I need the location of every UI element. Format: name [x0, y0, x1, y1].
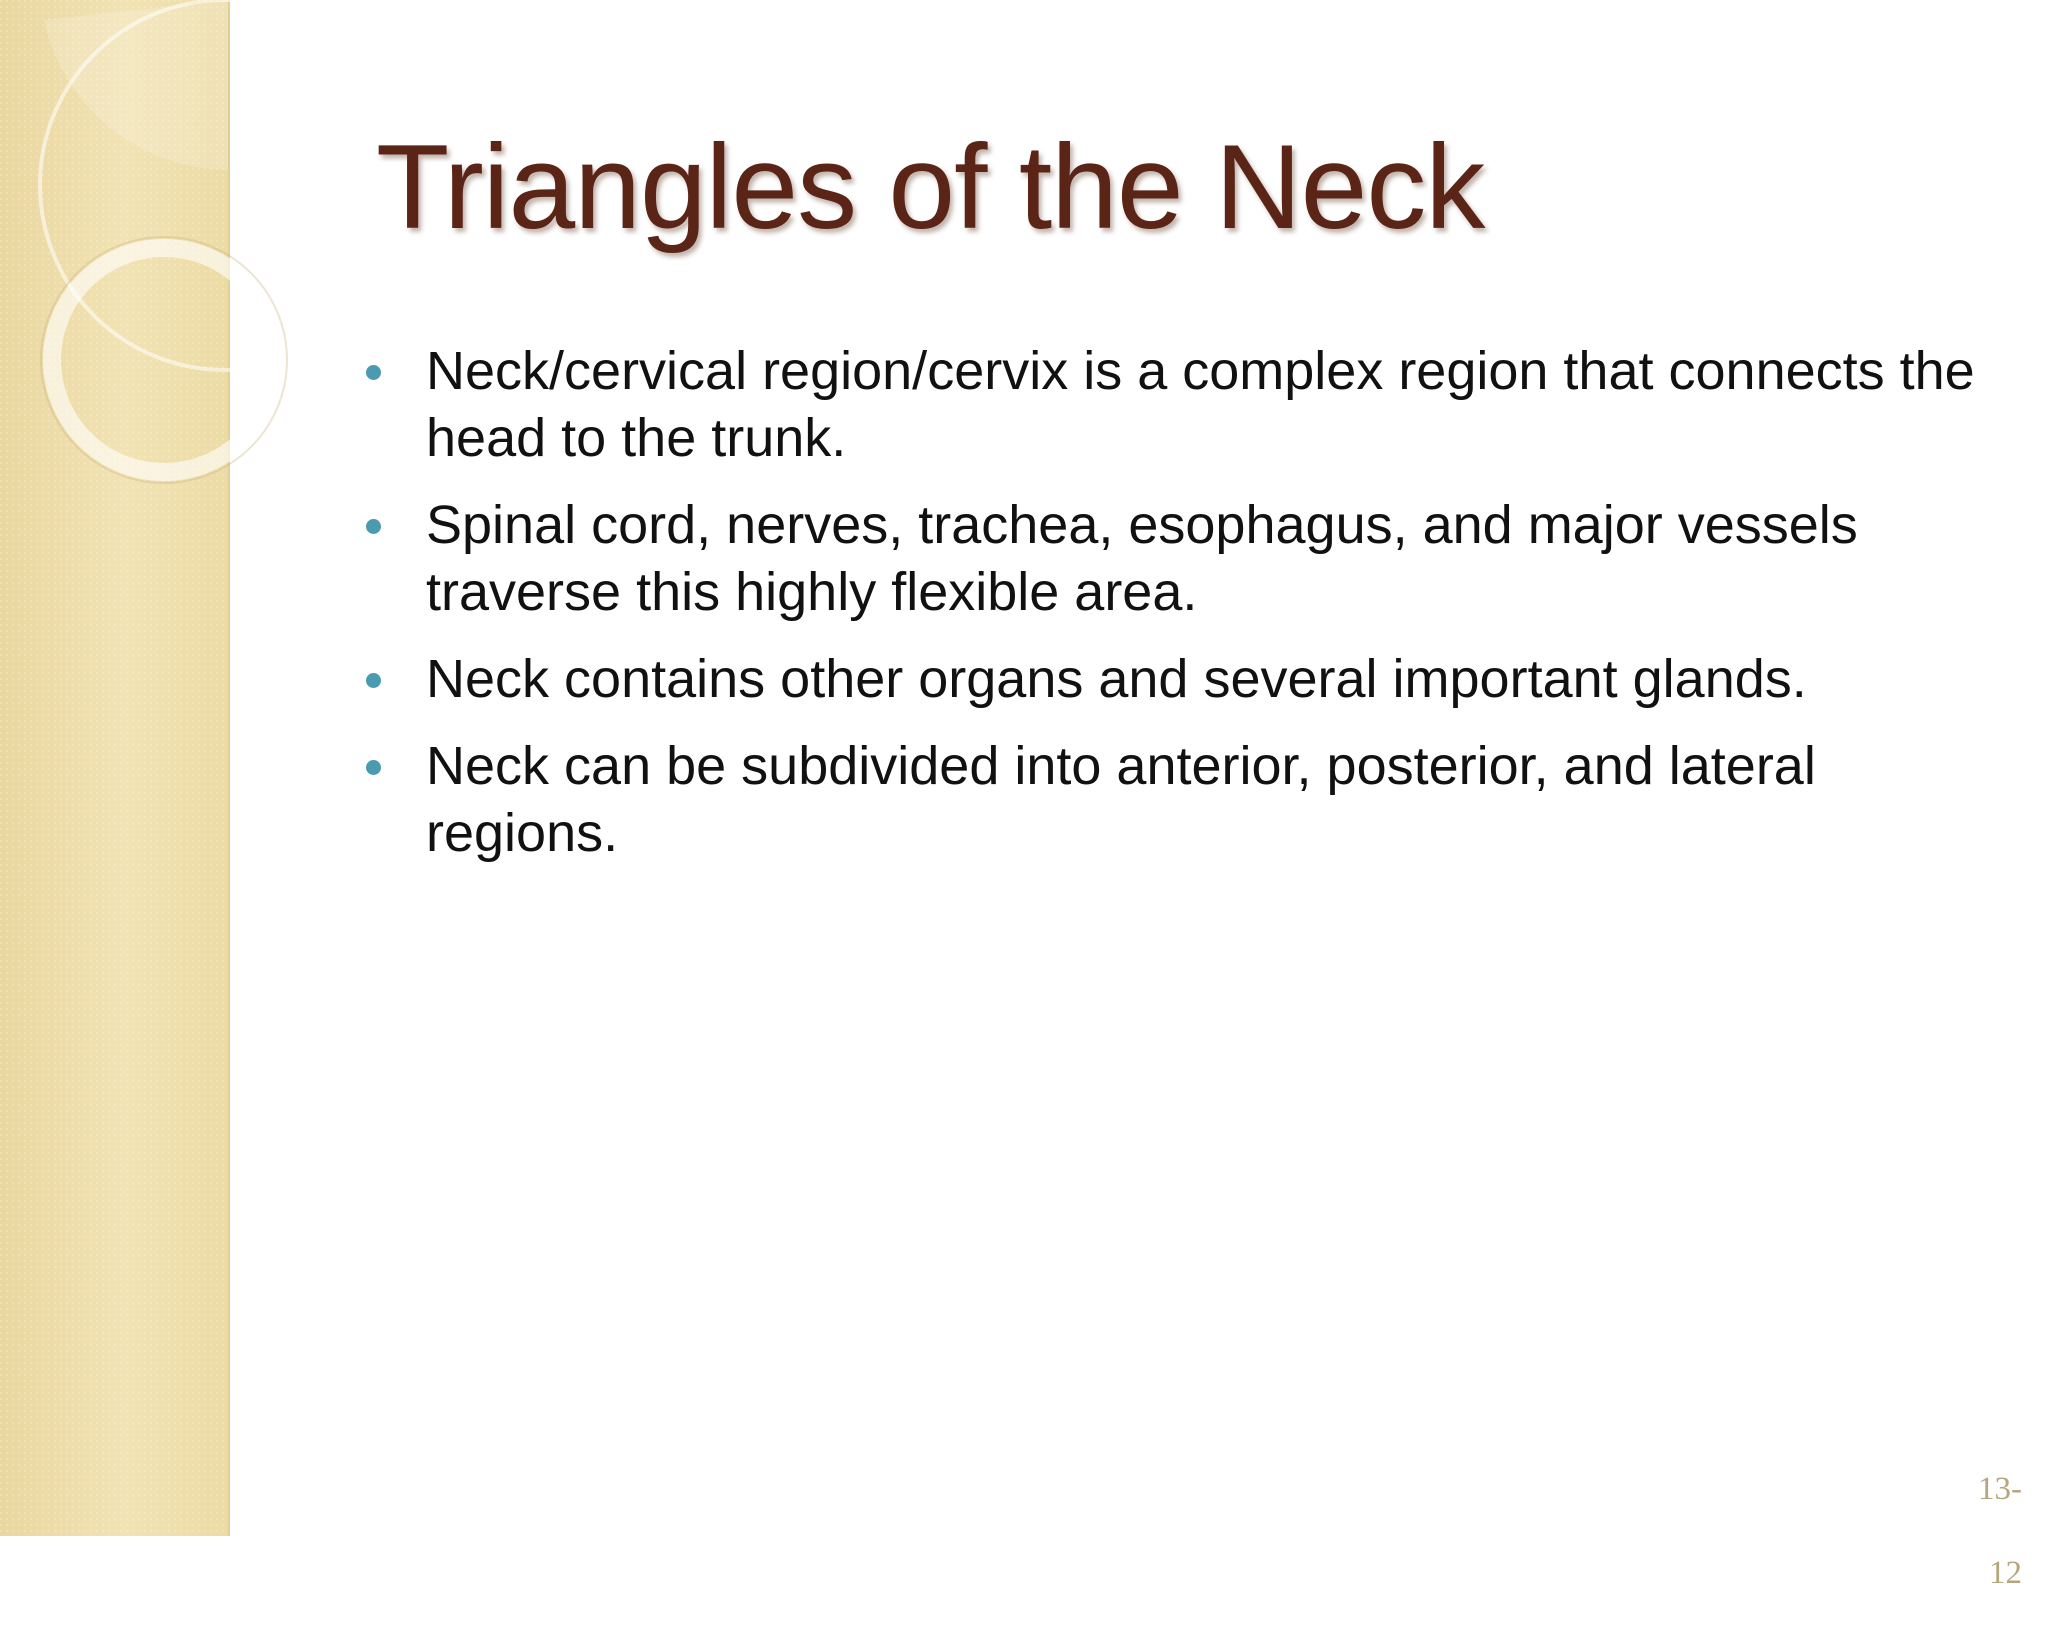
bullet-item — [360, 733, 2000, 867]
bullet-item — [360, 338, 2000, 472]
bullet-dot-icon — [366, 673, 381, 688]
bullet-item — [360, 492, 2000, 626]
page-number-bottom: 12 — [1989, 1555, 2022, 1591]
page-number-top: 13- — [1978, 1471, 2022, 1507]
bullet-text: Neck/cervical region/cervix is a complex region that connects the head to the trunk. — [426, 341, 1975, 468]
bullet-item — [360, 646, 2000, 713]
bullet-dot-icon — [366, 519, 381, 534]
bullet-text: Neck can be subdivided into anterior, posterior, and lateral regions. — [426, 736, 1816, 863]
slide-page-number — [1942, 1426, 2022, 1636]
bullet-text: Neck contains other organs and several important glands. — [426, 649, 1807, 709]
bullet-text: Spinal cord, nerves, trachea, esophagus, and major vessels traverse this highly flexible area. — [426, 495, 1858, 622]
slide-title: Triangles of the Neck — [376, 120, 1485, 254]
decorative-side-panel — [0, 0, 230, 1536]
bullet-dot-icon — [366, 760, 381, 775]
bullet-list — [360, 338, 2000, 887]
decorative-rings — [0, 0, 228, 520]
bullet-dot-icon — [366, 365, 381, 380]
